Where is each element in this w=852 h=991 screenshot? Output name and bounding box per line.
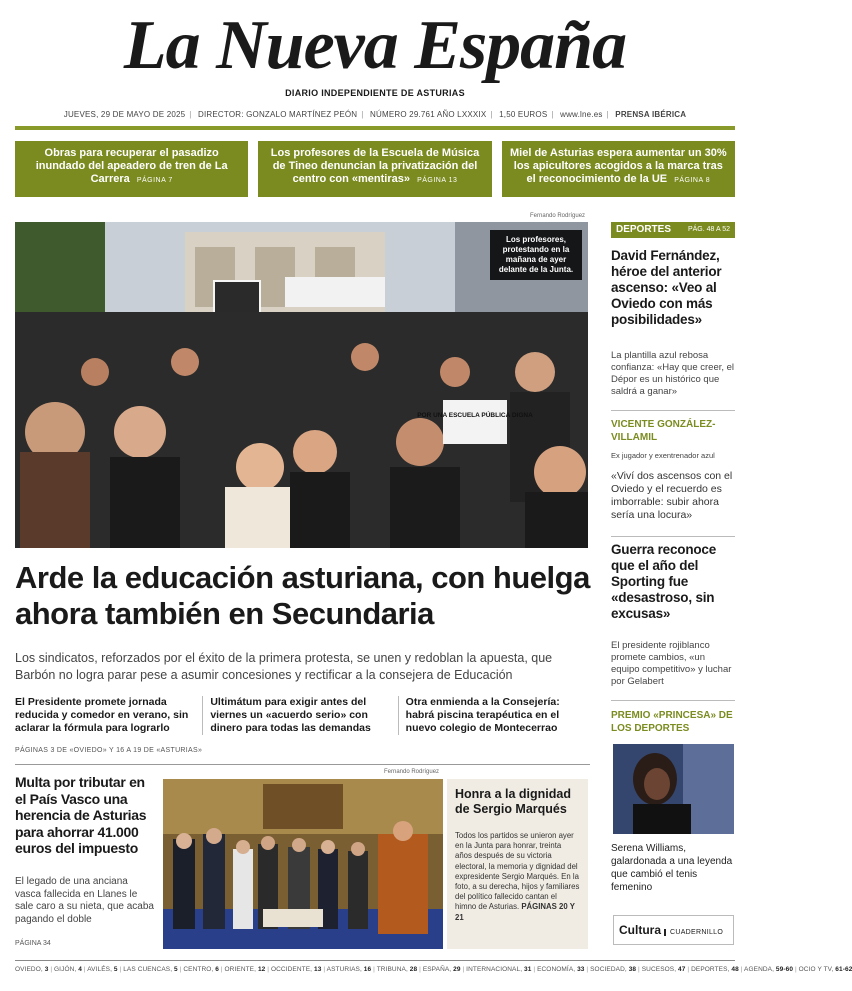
ceremony-illustration	[163, 779, 443, 949]
lead-photo-credit: Fernando Rodríguez	[530, 213, 586, 219]
edition-meta: JUEVES, 29 DE MAYO DE 2025 | DIRECTOR: GONZALO MARTÍNEZ PEÓN | NÚMERO 29.761 AÑO LXXXIX | 1,50 EUROS | www.lne.es | PRENSA IBÉRICA	[63, 110, 687, 119]
edition-group: PRENSA IBÉRICA	[615, 110, 687, 119]
honra-photo[interactable]	[163, 779, 443, 949]
section-tag-label: DEPORTES	[616, 224, 672, 235]
index-page: 29	[453, 966, 461, 973]
teaser-item[interactable]	[502, 141, 735, 197]
masthead-rule	[15, 126, 735, 130]
section-index: OVIEDO, 3 | GIJÓN, 4 | AVILÉS, 5 | LAS CUENCAS, 5 | CENTRO, 6 | ORIENTE, 12 | OCCIDENTE, 13 | ASTURIAS, 16 | TRIBUNA, 28 | ESPAÑA, 29 | INTERNACIONAL, 31 | ECONOMÍA, 33 | SOCIEDAD, 38 | SUCESOS, 47 | DEPORTES, 48 | AGENDA, 59-60 | OCIO Y TV, 61-62	[15, 966, 852, 973]
index-item[interactable]	[225, 966, 266, 973]
index-page: 48	[731, 966, 739, 973]
lead-photo[interactable]	[15, 222, 588, 548]
sidebar-divider	[611, 700, 735, 701]
index-label: ESPAÑA,	[422, 966, 454, 973]
teaser-item[interactable]	[15, 141, 248, 197]
sidebar-story2-text: El presidente rojiblanco promete cambios, «un equipo competitivo» y luchar por Gelabert	[611, 640, 732, 687]
multa-page: PÁGINA 34	[15, 940, 51, 947]
edition-website[interactable]: www.lne.es	[560, 110, 603, 119]
lead-subhead[interactable]: Ultimátum para exigir antes del viernes un «acuerdo serio» con dinero para todas las demandas	[202, 696, 397, 735]
index-label: INTERNACIONAL,	[466, 966, 525, 973]
edition-price: 1,50 EUROS	[499, 110, 548, 119]
index-item[interactable]	[327, 966, 372, 973]
sidebar-story2-headline[interactable]: Guerra reconoce que el año del Sporting fue «desastroso, sin excusas»	[611, 542, 717, 621]
lead-headline[interactable]: Arde la educación asturiana, con huelga ahora también en Secundaria	[15, 560, 590, 631]
index-label: ORIENTE,	[224, 966, 258, 973]
lead-photo-caption: Los profesores, protestando en la mañana de ayer delante de la Junta.	[490, 230, 582, 280]
sidebar-person-role: Ex jugador y exentrenador azul	[611, 451, 715, 460]
index-label: AGENDA,	[744, 966, 776, 973]
index-page: 61-62	[835, 966, 852, 973]
index-page: 5	[174, 966, 178, 973]
index-item[interactable]	[123, 966, 178, 973]
index-label: OCCIDENTE,	[270, 966, 314, 973]
teaser-page: PÁGINA 8	[674, 177, 711, 184]
index-item[interactable]	[744, 966, 793, 973]
index-label: AVILÉS,	[87, 966, 114, 973]
sidebar-person-quote: «Viví dos ascensos con el Oviedo y el recuerdo es imborrable: subir ahora sería una locura»	[611, 470, 733, 521]
multa-text: El legado de una anciana vasca fallecida en Llanes le sale caro a su nieta, que acaba pagando el doble	[15, 876, 154, 925]
sidebar-divider	[611, 410, 735, 411]
edition-number: NÚMERO 29.761 AÑO LXXXIX	[370, 110, 487, 119]
index-label: SUCESOS,	[641, 966, 679, 973]
newspaper-subtitle: DIARIO INDEPENDIENTE DE ASTURIAS	[285, 88, 465, 98]
index-page: 13	[313, 966, 322, 973]
teaser-page: PÁGINA 13	[417, 177, 458, 184]
sidebar-divider	[611, 536, 735, 537]
index-item[interactable]	[691, 966, 739, 973]
sidebar-premio-text: Serena Williams, galardonada a una leyenda que cambió el tenis femenino	[611, 843, 733, 893]
edition-director: DIRECTOR: GONZALO MARTÍNEZ PEÓN	[198, 110, 358, 119]
index-item[interactable]	[87, 966, 117, 973]
sidebar-person-name: VICENTE GONZÁLEZ-VILLAMIL	[611, 419, 716, 443]
multa-headline[interactable]: Multa por tributar en el País Vasco una herencia de Asturias para ahorrar 41.000 euros del impuesto	[15, 774, 147, 856]
index-label: DEPORTES,	[691, 966, 732, 973]
index-item[interactable]	[799, 966, 852, 973]
sidebar-story1-text: La plantilla azul rebosa confianza: «Hay que creer, el Dépor es un histórico que saldrá a ganar»	[611, 350, 735, 397]
lead-subheads	[15, 696, 593, 735]
index-item[interactable]	[54, 966, 82, 973]
index-item[interactable]	[423, 966, 461, 973]
honra-story[interactable]	[447, 779, 588, 949]
footer-rule	[15, 960, 735, 961]
index-item[interactable]	[15, 966, 48, 973]
lead-subhead[interactable]: Otra enmienda a la Consejería: habrá piscina terapéutica en el nuevo colegio de Montecerrao	[398, 696, 593, 735]
section-tag-pages: PÁG. 48 A 52	[687, 226, 730, 233]
sidebar-story1-headline[interactable]: David Fernández, héroe del anterior ascenso: «Veo al Oviedo con más posibilidades»	[611, 248, 722, 327]
lead-pages: PÁGINAS 3 DE «OVIEDO» Y 16 A 19 DE «ASTURIAS»	[15, 747, 203, 754]
index-page: 59-60	[775, 966, 794, 973]
edition-date: JUEVES, 29 DE MAYO DE 2025	[63, 110, 186, 119]
index-label: CENTRO,	[183, 966, 216, 973]
index-label: LAS CUENCAS,	[123, 966, 175, 973]
section-divider	[15, 764, 590, 765]
index-page: 3	[44, 966, 49, 973]
teaser-text: Los profesores de la Escuela de Música de Tineo denuncian la privatización del centro con «mentiras»	[270, 147, 480, 185]
teaser-item[interactable]	[258, 141, 491, 197]
index-label: ECONOMÍA,	[537, 966, 578, 973]
index-item[interactable]	[466, 966, 531, 973]
index-page: 6	[215, 966, 219, 973]
honra-pages: PÁGINAS 20 Y 21	[455, 902, 575, 922]
serena-williams-photo[interactable]	[613, 744, 734, 834]
honra-body: Todos los partidos se unieron ayer en la Junta para honrar, treinta años después de su victoria electoral, la memoria y dignidad del expresidente Sergio Marqués. En la foto, a su derecha, hijos y familiares del político fallecido cantan el himno de Asturias.	[455, 831, 580, 912]
index-page: 16	[363, 966, 372, 973]
index-item[interactable]	[537, 966, 584, 973]
index-item[interactable]	[271, 966, 321, 973]
index-item[interactable]	[642, 966, 686, 973]
lead-subhead[interactable]: El Presidente promete jornada reducida y comedor en verano, sin aclarar la fórmula para lograrlo	[15, 696, 189, 734]
index-item[interactable]	[183, 966, 219, 973]
index-page: 4	[78, 966, 82, 973]
teaser-text: Miel de Asturias espera aumentar un 30% los apicultores acogidos a la marca tras el reconocimiento de la UE	[510, 147, 727, 185]
index-item[interactable]	[590, 966, 636, 973]
section-tag-deportes[interactable]	[611, 222, 735, 238]
honra-text	[455, 831, 580, 923]
index-page: 38	[628, 966, 637, 973]
honra-photo-credit: Fernando Rodríguez	[384, 769, 440, 775]
teaser-strip	[15, 141, 735, 197]
index-page: 5	[113, 966, 118, 973]
newspaper-title[interactable]: La Nueva España	[123, 7, 627, 84]
index-label: OVIEDO,	[15, 966, 45, 973]
sidebar-premio-tag: PREMIO «PRINCESA» DE LOS DEPORTES	[611, 710, 733, 734]
index-page: 47	[678, 966, 686, 973]
index-label: SOCIEDAD,	[590, 966, 629, 973]
index-page: 12	[257, 966, 266, 973]
teaser-text: Obras para recuperar el pasadizo inundado del apeadero de tren de La Carrera	[35, 147, 228, 185]
tennis-player-illustration	[613, 744, 734, 834]
cultura-label: Cultura	[619, 923, 661, 937]
index-label: ASTURIAS,	[326, 966, 364, 973]
index-page: 28	[409, 966, 418, 973]
cuadernillo-label: CUADERNILLO	[664, 929, 723, 936]
teaser-page: PÁGINA 7	[136, 177, 173, 184]
index-page: 31	[524, 966, 532, 973]
masthead	[0, 0, 750, 98]
lead-deck: Los sindicatos, reforzados por el éxito de la primera protesta, se unen y redoblan la apuesta, que Barbón no logra parar pese a asumir concesiones y rectificar a la consejera de Educación	[15, 651, 553, 682]
index-item[interactable]	[377, 966, 417, 973]
index-page: 33	[577, 966, 585, 973]
index-label: GIJÓN,	[54, 966, 79, 973]
protest-sign-text: POR UNA ESCUELA PÚBLICA DIGNA	[417, 412, 533, 419]
index-label: TRIBUNA,	[376, 966, 410, 973]
index-label: OCIO Y TV,	[798, 966, 836, 973]
cultura-supplement[interactable]	[613, 915, 734, 945]
honra-headline: Honra a la dignidad de Sergio Marqués	[455, 787, 571, 816]
